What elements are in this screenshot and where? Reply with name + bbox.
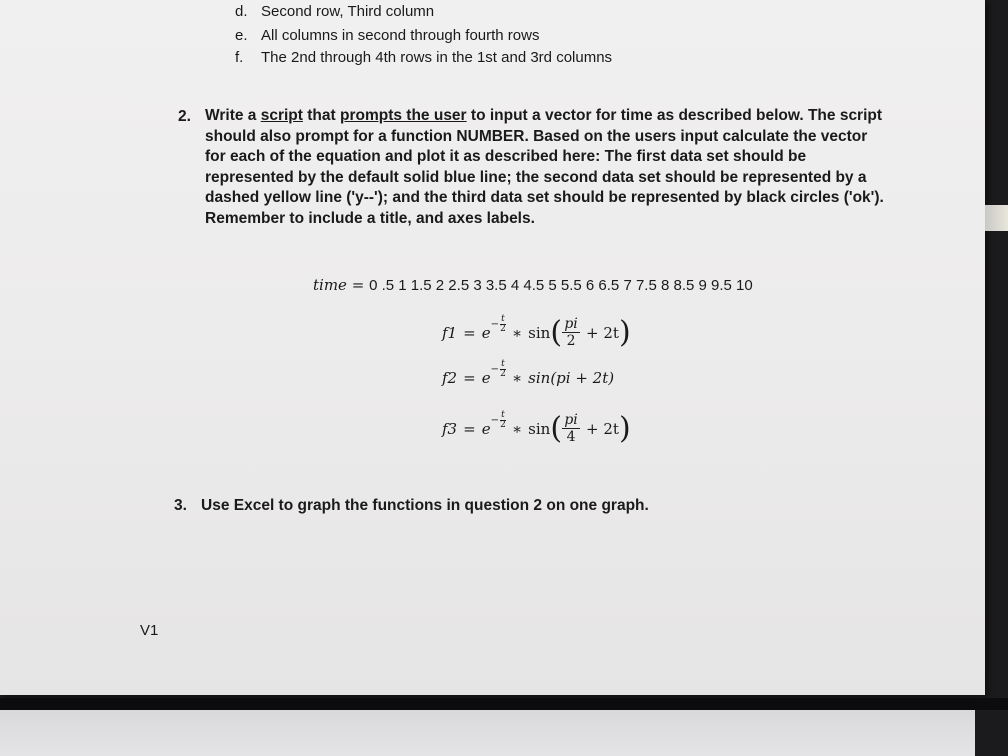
f2-argument: sin(pi + 2t) — [528, 368, 615, 387]
exp-den: 2 — [500, 324, 506, 334]
f1-label: f1 — [442, 323, 458, 342]
list-marker: d. — [235, 3, 248, 20]
f2-equation — [442, 359, 615, 387]
equals-sign: = — [463, 323, 476, 342]
list-item-e — [235, 27, 539, 44]
q2-link-script: script — [260, 107, 303, 124]
multiply-sign: ∗ — [511, 368, 523, 387]
exp-minus: − — [490, 364, 499, 375]
plus-2t: + 2t — [586, 419, 619, 438]
q2-mid: that — [307, 107, 336, 124]
e-base: e — [481, 419, 491, 438]
equals-sign: = — [463, 368, 476, 387]
exp-den: 2 — [500, 420, 506, 430]
list-text: Second row, Third column — [261, 3, 435, 20]
exponent-fraction — [500, 315, 506, 334]
desk-gap — [0, 698, 1008, 710]
exp-minus: − — [490, 415, 499, 426]
pi-fraction — [562, 413, 580, 444]
equals-sign: = — [351, 276, 365, 294]
question-3-number: 3. — [174, 497, 187, 514]
frac-num: pi — [564, 316, 578, 332]
list-marker: e. — [235, 27, 248, 44]
question-2-number: 2. — [178, 108, 191, 125]
lower-sheet — [0, 710, 975, 756]
exp-num: t — [501, 314, 505, 324]
version-label: V1 — [140, 622, 159, 639]
f2-label: f2 — [442, 368, 458, 387]
f3-label: f3 — [442, 419, 458, 438]
e-base: e — [481, 323, 491, 342]
pi-fraction — [562, 317, 580, 348]
exp-num: t — [501, 410, 505, 420]
f1-equation: f1 = e − $\frac{t}{2}$ ∗ sin ( $\frac{pi}{2}$ + 2t ) — [442, 314, 631, 350]
list-text: The 2nd through 4th rows in the 1st and 3rd columns — [261, 49, 613, 66]
exp-den: 2 — [500, 369, 506, 379]
question-2-text — [205, 106, 885, 230]
q2-link-prompts: prompts the user — [339, 107, 467, 124]
exp-minus: − — [490, 319, 499, 330]
exponent-fraction — [500, 360, 506, 379]
q2-intro: Write a — [205, 107, 257, 124]
time-label: time — [313, 276, 347, 294]
list-item-d — [235, 3, 434, 20]
list-item-f — [235, 49, 612, 66]
sin-label: sin — [528, 419, 551, 438]
time-values: 0 .5 1 1.5 2 2.5 3 3.5 4 4.5 5 5.5 6 6.5 7 7.5 8 8.5 9 9.5 10 — [369, 277, 753, 294]
time-equation — [313, 276, 753, 294]
multiply-sign: ∗ — [511, 323, 523, 342]
list-marker: f. — [235, 49, 244, 66]
frac-den: 4 — [566, 429, 576, 445]
plus-2t: + 2t — [586, 323, 619, 342]
frac-num: pi — [564, 412, 578, 428]
exp-num: t — [501, 359, 505, 369]
f3-equation: f3 = e − $\frac{t}{2}$ ∗ sin ( $\frac{pi}{4}$ + 2t ) — [442, 410, 631, 446]
equals-sign: = — [463, 419, 476, 438]
frac-den: 2 — [566, 333, 576, 349]
exponent-fraction — [500, 411, 506, 430]
question-3-text: Use Excel to graph the functions in question 2 on one graph. — [201, 497, 649, 514]
multiply-sign: ∗ — [511, 419, 523, 438]
q2-rest: to input a vector for time as described below. The script should also prompt for a function NUMBER. Based on the users input calculate the vector for each of the equation and plot it as described here: The first data set should be represented by the default solid blue line; the second data set should be represented by a dashed yellow line ('y--'); and the third data set should be represented by black circles ('ok'). Remember to include a title, and axes labels. — [205, 107, 884, 227]
e-base: e — [481, 368, 491, 387]
list-text: All columns in second through fourth rows — [261, 27, 540, 44]
sin-label: sin — [528, 323, 551, 342]
background-edge — [985, 205, 1008, 231]
